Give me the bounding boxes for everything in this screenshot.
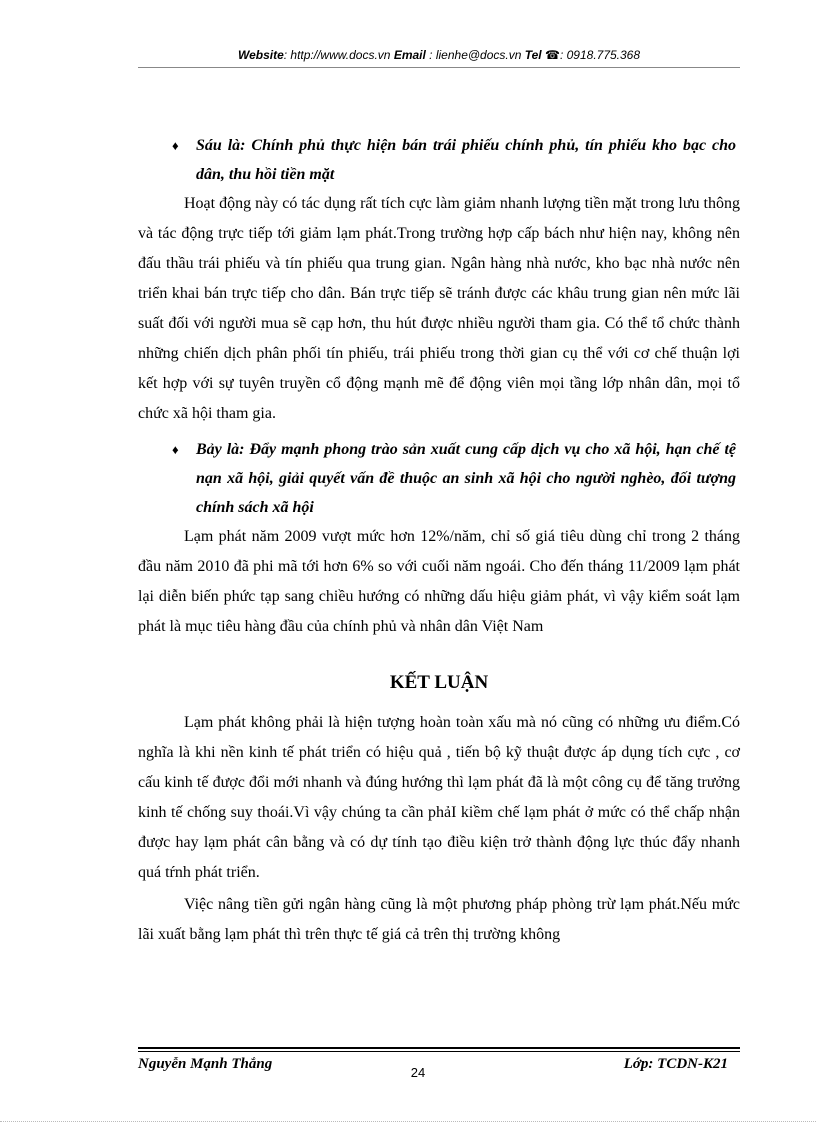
diamond-bullet-icon: ♦ (172, 138, 179, 153)
phone-icon: ☎ (545, 48, 560, 62)
bullet-text: Sáu là: Chính phủ thực hiện bán trái phiếu chính phủ, tín phiếu kho bạc cho dân, thu hồi tiền mặt (196, 137, 736, 183)
section-heading: KẾT LUẬN (389, 672, 489, 693)
body-paragraph: Lạm phát năm 2009 vượt mức hơn 12%/năm, chỉ số giá tiêu dùng chỉ trong 2 tháng đầu năm 2010 đã phi mã tới hơn 6% so với cuối năm ngoái. Cho đến tháng 11/2009 lạm phát lại diễn biến phức tạp sang chiều hướng có những dấu hiệu giảm phát, vì vậy kiểm soát lạm phát là mục tiêu hàng đầu của chính phủ và nhân dân Việt Nam (138, 528, 740, 635)
website-value: : http://www.docs.vn (283, 48, 391, 62)
body-paragraph: Việc nâng tiền gửi ngân hàng cũng là một phương pháp phòng trừ lạm phát.Nếu mức lãi xuất bằng lạm phát thì trên thực tế giá cả trên thị trường không (138, 896, 740, 943)
email-label: Email (393, 48, 426, 62)
tel-value: : 0918.775.368 (559, 48, 641, 62)
email-value: : lienhe@docs.vn (429, 48, 522, 62)
tel-label: Tel (524, 48, 542, 62)
footer-class: Lớp: TCDN-K21 (623, 1056, 728, 1072)
bullet-item (138, 435, 740, 522)
page-header (138, 48, 740, 62)
website-label: Website (237, 48, 284, 62)
footer-author: Nguyễn Mạnh Thắng (138, 1056, 273, 1072)
body-paragraph: Hoạt động này có tác dụng rất tích cực làm giảm nhanh lượng tiền mặt trong lưu thông và tác động trực tiếp tới giảm lạm phát.Trong trường hợp cấp bách như hiện nay, không nên đấu thầu trái phiếu và tín phiếu qua trung gian. Ngân hàng nhà nước, kho bạc nhà nước nên triển khai bán trực tiếp cho dân. Bán trực tiếp sẽ tránh được các khâu trung gian nên mức lãi suất đối với người mua sẽ cạp hơn, thu hút được nhiều người tham gia. Có thể tổ chức thành những chiến dịch phân phối tín phiếu, trái phiếu trong thời gian cụ thể với cơ chế thuận lợi kết hợp với sự tuyên truyền cổ động mạnh mẽ để động viên mọi tầng lớp nhân dân, mọi tổ chức xã hội tham gia. (138, 195, 740, 422)
footer-rule-thin (138, 1051, 740, 1052)
bullet-text: Bảy là: Đẩy mạnh phong trào sản xuất cung cấp dịch vụ cho xã hội, hạn chế tệ nạn xã hội, giải quyết vấn đề thuộc an sinh xã hội cho người nghèo, đối tượng chính sách xã hội (196, 441, 736, 516)
header-rule (138, 67, 740, 68)
bullet-item (138, 131, 740, 189)
page-edge (0, 1121, 816, 1122)
body-paragraph: Lạm phát không phải là hiện tượng hoàn toàn xấu mà nó cũng có những ưu điểm.Có nghĩa là khi nền kinh tế phát triển có hiệu quả , tiến bộ kỹ thuật được áp dụng tích cực , cơ cấu kinh tế được đổi mới nhanh và đúng hướng thì lạm phát đã là một công cụ để tăng trưởng kinh tế chống suy thoái.Vì vậy chúng ta cần phảI kiềm chế lạm phát ở mức có thể chấp nhận được hay lạm phát cân bằng và có dự tính tạo điều kiện trở thành động lực thúc đẩy nhanh quá tŕnh phát triển. (138, 714, 740, 881)
diamond-bullet-icon: ♦ (172, 442, 179, 457)
page-number: 24 (410, 1065, 426, 1080)
footer-rule (138, 1047, 740, 1049)
document-body (138, 131, 740, 950)
